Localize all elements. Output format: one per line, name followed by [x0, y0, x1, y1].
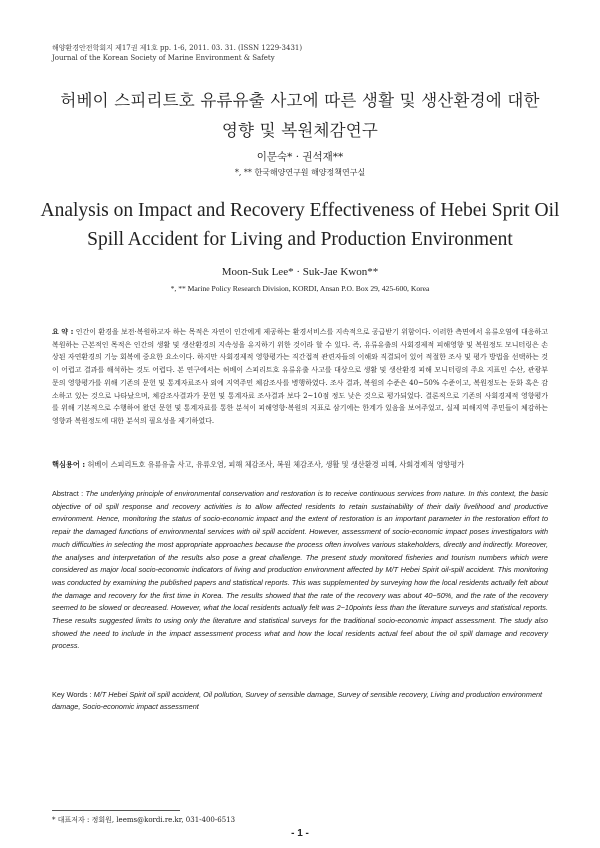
title-korean-line2: 영향 및 복원체감연구 — [221, 121, 379, 140]
footnote-divider — [52, 810, 180, 811]
title-english — [40, 196, 560, 254]
keywords-english — [52, 689, 548, 713]
abstract-korean-text: 인간이 환경을 보전·복원하고자 하는 목적은 자연이 인간에게 제공하는 환경서비스를 지속적으로 공급받기 위함이다. 이러한 측면에서 유류오염에 대응하고 복원하는 근본적인 목적은 인간의 생활 및 생산환경의 지속성을 유지하기 위한 것이라 할 수 있다. 즉, 유류유출의 사회경제적 피해영향 및 복원정도 모니터링은 손상된 자연환경의 기능 회복에 중요한 요소이다. 하지만 사회경제적 영향평가는 직간접적 관련자들의 이해와 직결되어 있어 적절한 조사 및 평가 방법을 선택하는 것이 어렵고 결과를 해석하는 것도 어렵다. 본 연구에서는 허베이 스피리트호 유류유출 사고를 대상으로 생활 및 생산환경 피해 모니터링의 주요 지표인 수산, 관광부문의 영향평가를 위해 기존의 문헌 및 통계자료조사 외에 지역주민 체감조사를 병행하였다. 조사 결과, 복원의 수준은 40~50% 수준이고, 복원정도는 둔화 혹은 감소하고 있는 것으로 나타났으며, 체감조사결과가 문헌 및 통계자료 조사결과 보다 2~10점 정도 낮은 것으로 평가되었다. 결론적으로 기존의 사회경제적 영향평가를 위해 기본적으로 수행하여 왔던 문헌 및 통계자료를 통한 분석이 피해영향·복원의 지표로 삼기에는 한계가 있음을 보여주었고, 실제 피해지역 주민들이 체감하는 영향과 복원정도에 대한 분석의 필요성을 제기하였다. — [52, 328, 548, 425]
title-english-line2: Spill Accident for Living and Production Environment — [87, 229, 513, 250]
journal-citation-ko: 해양환경안전학회지 제17권 제1호 pp. 1-6, 2011. 03. 31. (ISSN 1229-3431) — [52, 44, 303, 52]
keywords-korean — [52, 459, 548, 471]
affiliation-english: *, ** Marine Policy Research Division, KORDI, Ansan P.O. Box 29, 425-600, Korea — [170, 284, 430, 293]
abstract-korean — [52, 326, 548, 428]
keywords-english-label: Key Words : — [52, 690, 92, 699]
keywords-korean-label: 핵심용어 : — [52, 460, 86, 469]
title-korean — [52, 86, 548, 146]
journal-name-en: Journal of the Korean Society of Marine Environment & Safety — [52, 54, 275, 62]
title-korean-line1: 허베이 스피리트호 유류유출 사고에 따른 생활 및 생산환경에 대한 — [60, 91, 540, 110]
authors-korean: 이문숙* · 권석재** — [256, 151, 344, 163]
keywords-english-text: M/T Hebei Spirit oil spill accident, Oil pollution, Survey of sensible damage, Survey of sensible recovery, Living and production environment damage, Socio-economic impact assessment — [52, 690, 543, 711]
title-english-line1: Analysis on Impact and Recovery Effectiveness of Hebei Sprit Oil — [40, 200, 560, 221]
footnote: * 대표저자 : 정회원, leems@kordi.re.kr, 031-400-6513 — [52, 816, 236, 824]
journal-header — [52, 43, 302, 63]
authors-english: Moon-Suk Lee* · Suk-Jae Kwon** — [221, 266, 379, 278]
keywords-korean-text: 허베이 스피리트호 유류유출 사고, 유류오염, 피해 체감조사, 복원 체감조사, 생활 및 생산환경 피해, 사회경제적 영향평가 — [87, 460, 465, 469]
abstract-korean-label: 요 약 : — [52, 328, 74, 336]
abstract-english-label: Abstract : — [52, 489, 84, 498]
page-number: - 1 - — [291, 828, 309, 839]
abstract-english-text: The underlying principle of environmental conservation and restoration is to receive continuous services from nature. In this context, the basic objective of oil spill response and recovery activities is to allow affected residents to retain sustainability of their daily livelihood and productive environment. Hence, monitoring the status of socio-economic impact and the extent of restoration is an important parameter in the restoration effort to repair the damaged functions of environmental services with oil spill accident. However, assessment of socio-economic impact poses investigators with much difficulties in selecting the most appropriate approaches because the process often involves various stakeholders, directly and indirectly. Moreover, the analyses and interpretation of the results also pose a great challenge. The present study monitored fisheries and tourism numbers which were considered as major local socio-economic indicators of living and production environment affected by M/T Hebei Spirit oil-spill accident. This monitoring was conducted by examining the published papers and statistical reports. This was supplemented by surveying how the local residents actually felt about the damage and recovery for the first time in Korea. The results showed that the rate of the recovery was about 40~50%, and the rate of the recovery seemed to be slowed or decreased. However, what the local residents actually felt was 2~10points less than the literature surveys and statistical reports. These results suggested limits to using only the literature and statistical surveys for the traditional socio-economic impact assessment. The study also showed the need to include in the impact assessment process what and how the local residents actual feel about the oil spill damage and recovery process. — [52, 489, 549, 651]
abstract-english — [52, 488, 548, 653]
affiliation-korean: *, ** 한국해양연구원 해양정책연구실 — [234, 168, 366, 177]
